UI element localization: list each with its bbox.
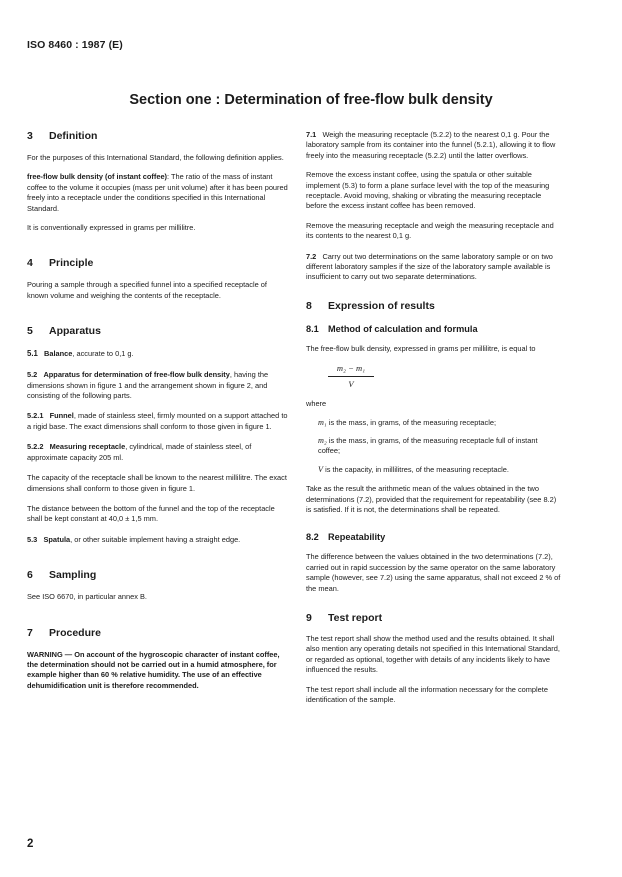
symbol: m₂ [318,435,327,445]
heading-apparatus [27,325,289,338]
symbol-definition: is the mass, in grams, of the measuring receptacle; [326,417,497,427]
clause-5-1 [27,348,289,360]
paragraph: Pouring a sample through a specified funnel into a specified receptacle of known volume and weighing the contents of the receptacle. [27,280,267,300]
paragraph: The distance between the bottom of the funnel and the top of the receptacle shall be kept constant at 40,0 ± 1,5 mm. [27,503,275,524]
heading-number: 9 [306,611,312,624]
warning-paragraph [27,650,289,692]
heading-procedure [27,627,289,640]
definition-m1 [318,418,561,428]
clause-5-2-1 [27,411,289,432]
clause-text: , made of stainless steel, firmly mounted on a support attached to a rigid base. The exact dimensions shall conform to those given in figure 1. [27,411,288,431]
heading-number: 8.1 [306,323,319,334]
clause-number: 7.1 [306,130,317,139]
paragraph: The capacity of the receptacle shall be known to the nearest millilitre. The exact dimensions shall conform to those given in figure 1. [27,473,287,493]
heading-text: Procedure [49,626,101,639]
symbol: V [318,464,324,474]
defined-term: free-flow bulk density (of instant coffee) [27,172,168,182]
heading-number: 5 [27,325,33,338]
clause-text: , cylindrical, made of stainless steel, of approximate capacity 205 ml. [27,442,252,462]
heading-test-report [306,612,561,625]
clause-5-2 [27,370,289,401]
symbol-definition: is the mass, in grams, of the measuring receptacle full of instant coffee; [318,435,538,456]
where-label: where [306,399,327,409]
heading-sampling [27,569,289,582]
document-header: ISO 8460 : 1987 (E) [27,39,123,51]
clause-text: , or other suitable implement having a straight edge. [70,534,241,544]
definition-text: : The ratio of the mass of instant coffee to the volume it occupies (mass per unit volume) after it has been poured freely into a receptacle under the conditions specified in this International Standard. [27,172,288,213]
paragraph: For the purposes of this International Standard, the following definition applies. [27,153,284,162]
heading-calculation [306,323,561,335]
paragraph: Take as the result the arithmetic mean of the values obtained in the two determinations (7.2), provided that the requirement for repeatability (see 8.2) is satisfied. If it is not, the determinations shall be repeated. [306,484,557,514]
formula-denominator: V [348,378,354,389]
clause-term: Balance [44,349,73,359]
clause-text: , having the dimensions shown in figure 1 and the arrangement shown in figure 2, and consisting of the following parts. [27,370,269,401]
right-column [306,130,561,705]
paragraph: The free-flow bulk density, expressed in grams per millilitre, is equal to [306,343,536,353]
clause-7-2 [306,252,561,283]
left-column [27,130,289,691]
clause-number: 5.2.1 [27,411,44,421]
heading-definition [27,130,289,143]
clause-term: Funnel [49,411,74,421]
symbol: m₁ [318,417,327,427]
page-number: 2 [27,838,34,850]
density-formula [328,363,374,389]
clause-5-2-2 [27,442,289,463]
heading-text: Sampling [49,569,97,582]
clause-term: Spatula [43,534,71,544]
clause-text: Carry out two determinations on the same laboratory sample or on two different laboratory samples if the size of the laboratory sample available is insufficient to carry out two separate determinations. [306,251,553,282]
clause-term: Measuring receptacle [49,442,126,452]
clause-term: Apparatus for determination of free-flow bulk density [43,370,230,380]
heading-text: Apparatus [49,325,101,338]
formula-numerator: m₂ − m₁ [328,363,374,376]
clause-5-3 [27,535,289,545]
clause-number: 7.2 [306,251,317,261]
heading-text: Principle [49,257,94,270]
heading-number: 4 [27,257,33,270]
section-title: Section one : Determination of free-flow bulk density [129,92,493,108]
heading-text: Method of calculation and formula [328,323,478,334]
warning-text: — On account of the hygroscopic character of instant coffee, the determination should not be carried out in a humid atmosphere, for example higher than 60 % relative humidity. The use of an effective dehumidification unit is therefore recommended. [27,649,280,690]
definition-paragraph [27,172,289,214]
heading-number: 3 [27,130,33,142]
heading-text: Test report [328,611,383,624]
definition-m2 [318,436,561,457]
paragraph: See ISO 6670, in particular annex B. [27,592,147,602]
paragraph: The test report shall include all the information necessary for the complete identification of the sample. [306,684,548,704]
clause-number: 5.3 [27,534,38,544]
heading-text: Definition [49,130,98,142]
clause-7-1 [306,130,561,161]
paragraph: The test report shall show the method used and the results obtained. It shall also mention any operating details not specified in this International Standard, or regarded as optional, together with details of any incidents likely to have influenced the results. [306,633,560,675]
heading-expression-of-results [306,300,561,313]
heading-principle [27,257,289,270]
symbol-definition: is the capacity, in millilitres, of the measuring receptacle. [323,464,509,474]
clause-number: 5.1 [27,349,38,359]
heading-number: 7 [27,626,33,639]
paragraph: The difference between the values obtained in the two determinations (7.2), carried out in rapid succession by the same operator on the same laboratory sample (however, see 7.2) using the same apparatus, shall not exceed 2 % of the mean. [306,552,561,593]
definition-v [318,465,561,475]
heading-text: Repeatability [328,532,386,543]
heading-number: 8 [306,299,312,312]
clause-number: 5.2 [27,370,38,380]
heading-text: Expression of results [328,299,435,312]
warning-label: WARNING [27,649,63,659]
heading-number: 8.2 [306,532,319,543]
paragraph: Remove the measuring receptacle and weigh the measuring receptacle and its contents to the nearest 0,1 g. [306,220,554,241]
paragraph: It is conventionally expressed in grams per millilitre. [27,223,196,233]
clause-text: , accurate to 0,1 g. [72,349,134,359]
paragraph: Remove the excess instant coffee, using the spatula or other suitable implement (5.3) to form a plane surface level with the top of the measuring receptacle. Avoid moving, shaking or vibrating the measuring receptacle before the excess instant coffee has been removed. [306,170,550,211]
heading-number: 6 [27,569,33,582]
clause-text: Weigh the measuring receptacle (5.2.2) to the nearest 0,1 g. Pour the laboratory sample from its container into the funnel (5.2.1), allowing it to flow freely into the measuring receptacle (5.2.2) until the latter overflows. [306,130,556,160]
clause-number: 5.2.2 [27,442,44,452]
heading-repeatability [306,531,561,543]
